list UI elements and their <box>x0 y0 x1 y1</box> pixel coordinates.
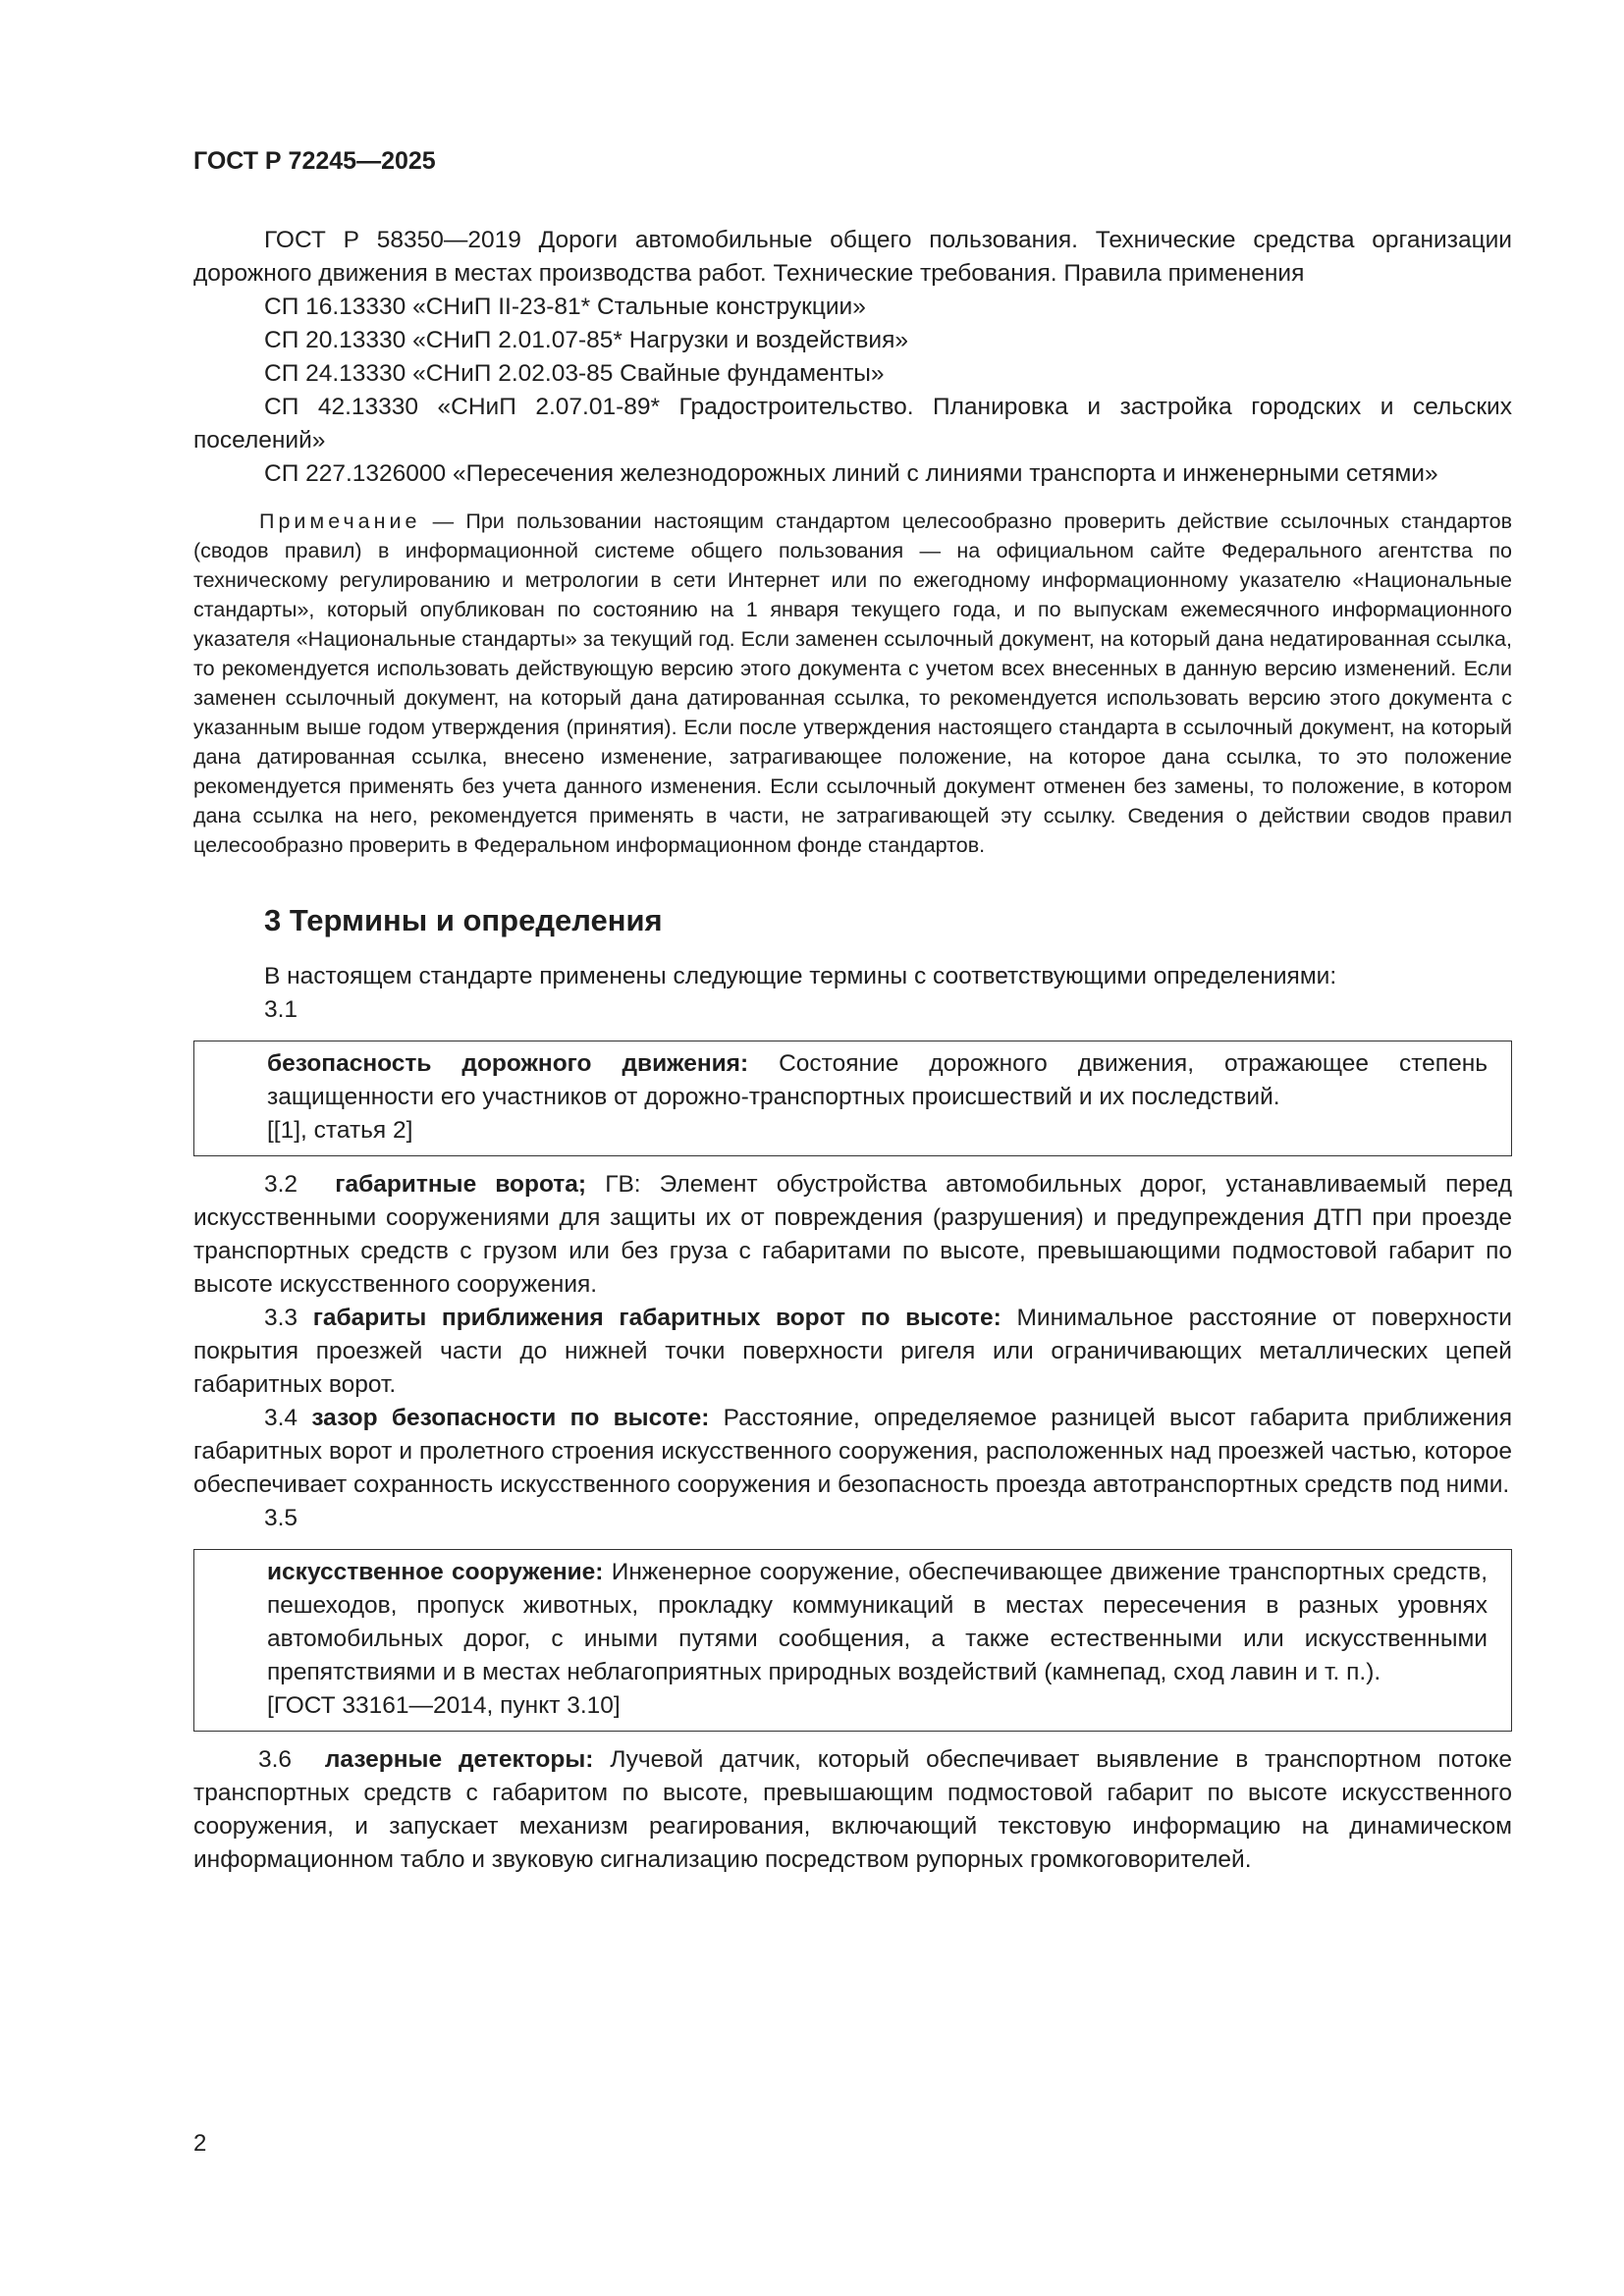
term-box-3-1 <box>193 1041 1512 1156</box>
term-box-3-5 <box>193 1549 1512 1732</box>
note-label: Примечание <box>259 509 421 533</box>
term-definition <box>267 1556 1488 1689</box>
reference-note <box>193 507 1512 860</box>
note-text: — При пользовании настоящим стандартом целесообразно проверить действие ссылочных стандартов (сводов правил) в информационной системе общего пользования — на официальном сайте Федерального агентства по техническому регулированию и метрологии в сети Интернет или по ежегодному информационному указателю «Национальные стандарты», который опубликован по состоянию на 1 января текущего года, и по выпускам ежемесячного информационного указателя «Национальные стандарты» за текущий год. Если заменен ссылочный документ, на который дана недатированная ссылка, то рекомендуется использовать действующую версию этого документа с учетом всех внесенных в данную версию изменений. Если заменен ссылочный документ, на который дана датированная ссылка, то рекомендуется использовать версию этого документа с указанным выше годом утверждения (принятия). Если после утверждения настоящего стандарта в ссылочный документ, на который дана датированная ссылка, внесено изменение, затрагивающее положение, на которое дана ссылка, то это положение рекомендуется применять без учета данного изменения. Если ссылочный документ отменен без замены, то положение, в котором дана ссылка на него, рекомендуется применять в части, не затрагивающей эту ссылку. Сведения о действии сводов правил целесообразно проверить в Федеральном информационном фонде стандартов. <box>193 509 1512 857</box>
term-3-3 <box>193 1302 1512 1402</box>
term-source: [ГОСТ 33161—2014, пункт 3.10] <box>267 1692 621 1719</box>
reference-item: СП 42.13330 «СНиП 2.07.01-89* Градостроительство. Планировка и застройка городских и сельских поселений» <box>193 394 1512 454</box>
document-header: ГОСТ Р 72245—2025 <box>193 147 436 175</box>
term-name: зазор безопасности по высоте: <box>311 1405 710 1431</box>
term-number: 3.5 <box>264 1505 298 1531</box>
term-text: ГВ: Элемент обустройства автомобильных дорог, устанавливаемый перед искусственными сооружениями для защиты их от повреждения (разрушения) и предупреждения ДТП при проезде транспортных средств с грузом или без груза с габаритами по высоте, превышающими подмостовой габарит по высоте искусственного сооружения. <box>193 1171 1513 1298</box>
term-source: [[1], статья 2] <box>267 1117 413 1144</box>
term-text: Минимальное расстояние от поверхности покрытия проезжей части до нижней точки поверхности ригеля или ограничивающих металлических цепей габаритных ворот. <box>193 1305 1512 1398</box>
section-title: 3 Термины и определения <box>264 903 663 937</box>
term-definition <box>267 1047 1488 1114</box>
reference-item: СП 227.1326000 «Пересечения железнодорожных линий с линиями транспорта и инженерными сетями» <box>264 460 1438 487</box>
term-number: 3.6 <box>258 1746 293 1773</box>
term-name: габаритные ворота; <box>335 1171 587 1198</box>
term-text: Состояние дорожного движения, отражающее степень защищенности его участников от дорожно-транспортных происшествий и их последствий. <box>267 1050 1488 1110</box>
term-name: безопасность дорожного движения: <box>267 1050 749 1077</box>
page-number: 2 <box>193 2130 207 2157</box>
term-number: 3.4 <box>264 1405 298 1431</box>
term-number: 3.3 <box>264 1305 298 1331</box>
term-3-4 <box>193 1402 1512 1502</box>
term-number: 3.2 <box>264 1171 298 1198</box>
term-3-2 <box>193 1168 1512 1302</box>
page-content <box>193 224 1512 1877</box>
term-text: Расстояние, определяемое разницей высот габарита приближения габаритных ворот и пролетного строения искусственного сооружения, расположенных над проезжей частью, которое обеспечивает сохранность искусственного сооружения и безопасность проезда автотранспортных средств под ними. <box>193 1405 1512 1498</box>
reference-item: СП 20.13330 «СНиП 2.01.07-85* Нагрузки и воздействия» <box>264 327 908 353</box>
reference-item: ГОСТ Р 58350—2019 Дороги автомобильные общего пользования. Технические средства организации дорожного движения в местах производства работ. Технические требования. Правила применения <box>193 227 1512 287</box>
term-name: лазерные детекторы: <box>324 1746 594 1773</box>
term-text: Инженерное сооружение, обеспечивающее движение транспортных средств, пешеходов, пропуск животных, прокладку коммуникаций в местах пересечения в разных уровнях автомобильных дорог, с иными путями сообщения, а также естественными или искусственными препятствиями и в местах неблагоприятных природных воздействий (камнепад, сход лавин и т. п.). <box>267 1559 1489 1685</box>
term-number: 3.1 <box>264 996 298 1023</box>
reference-item: СП 24.13330 «СНиП 2.02.03-85 Свайные фундаменты» <box>264 360 885 387</box>
term-3-6 <box>193 1743 1512 1877</box>
term-text: Лучевой датчик, который обеспечивает выявление в транспортном потоке транспортных средств с габаритом по высоте, превышающим подмостовой габарит по высоте искусственного сооружения, и запускает механизм реагирования, включающий текстовую информацию на динамическом информационном табло и звуковую сигнализацию посредством рупорных громкоговорителей. <box>193 1746 1512 1873</box>
term-name: искусственное сооружение: <box>267 1559 604 1585</box>
reference-item: СП 16.13330 «СНиП II-23-81* Стальные конструкции» <box>264 294 866 320</box>
term-name: габариты приближения габаритных ворот по высоте: <box>312 1305 1001 1331</box>
section-intro: В настоящем стандарте применены следующие термины с соответствующими определениями: <box>264 963 1337 989</box>
